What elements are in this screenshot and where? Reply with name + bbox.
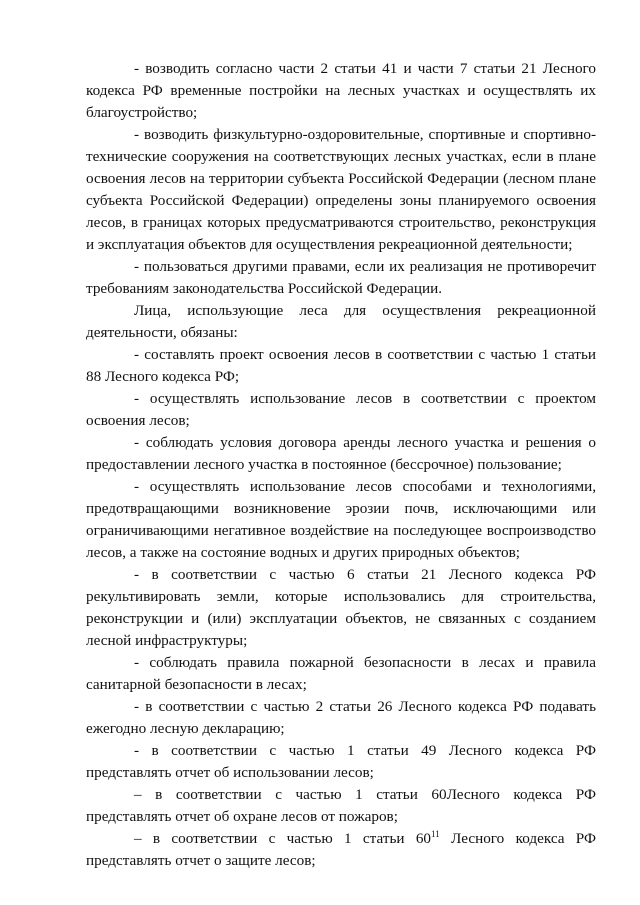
paragraph-14-end: Лесного кодекса РФ представлять отчет о защите лесов; — [86, 830, 596, 869]
paragraph-4: Лица, использующие леса для осуществления рекреационной деятельности, обязаны: — [86, 302, 596, 341]
paragraph-5: - составлять проект освоения лесов в соответствии с частью 1 статьи 88 Лесного кодекса РФ; — [86, 346, 596, 385]
paragraph-8: - осуществлять использование лесов способами и технологиями, предотвращающими возникновение эрозии почв, исключающими или ограничивающими негативное воздействие на последующее воспроизводство лесов, а также на состояние водных и других природных объектов; — [86, 478, 596, 561]
paragraph-7: - соблюдать условия договора аренды лесного участка и решения о предоставлении лесного участка в постоянное (бессрочное) пользование; — [86, 434, 596, 473]
paragraph-1: - возводить согласно части 2 статьи 41 и части 7 статьи 21 Лесного кодекса РФ временные постройки на лесных участках и осуществлять их благоустройство; — [86, 60, 596, 121]
paragraph-11: - в соответствии с частью 2 статьи 26 Лесного кодекса РФ подавать ежегодно лесную декларацию; — [86, 698, 596, 737]
paragraph-10: - соблюдать правила пожарной безопасности в лесах и правила санитарной безопасности в лесах; — [86, 654, 596, 693]
paragraph-14-start: – в соответствии с частью 1 статьи 60 — [134, 830, 432, 847]
paragraph-3: - пользоваться другими правами, если их реализация не противоречит требованиям законодательства Российской Федерации. — [86, 258, 596, 297]
paragraph-14 — [86, 828, 596, 872]
paragraph-2: - возводить физкультурно-оздоровительные, спортивные и спортивно-технические сооружения на соответствующих лесных участках, если в плане освоения лесов на территории субъекта Российской Федерации (лесном плане субъекта Российской Федерации) определены зоны планируемого освоения лесов, в границах которых предусматриваются строительство, реконструкция и эксплуатация объектов для осуществления рекреационной деятельности; — [86, 126, 596, 253]
paragraph-6: - осуществлять использование лесов в соответствии с проектом освоения лесов; — [86, 390, 596, 429]
paragraph-13: – в соответствии с частью 1 статьи 60Лесного кодекса РФ представлять отчет об охране лесов от пожаров; — [86, 786, 596, 825]
paragraph-9: - в соответствии с частью 6 статьи 21 Лесного кодекса РФ рекультивировать земли, которые использовались для строительства, реконструкции и (или) эксплуатации объектов, не связанных с созданием лесной инфраструктуры; — [86, 566, 596, 649]
paragraph-12: - в соответствии с частью 1 статьи 49 Лесного кодекса РФ представлять отчет об использовании лесов; — [86, 742, 596, 781]
document-text — [86, 58, 596, 872]
superscript-number: 11 — [431, 828, 440, 839]
